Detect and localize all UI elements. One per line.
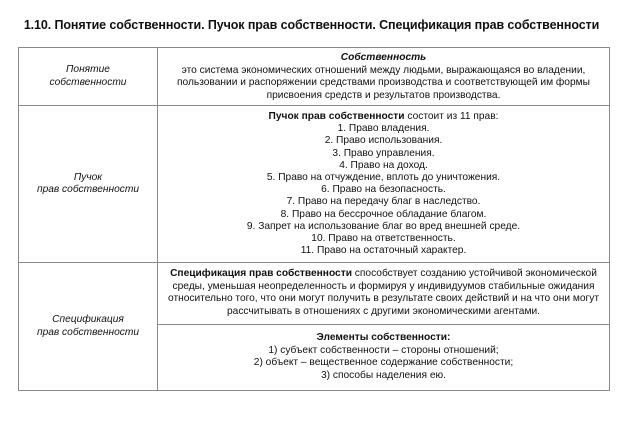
row-label-specification (19, 263, 158, 391)
table-row-concept (19, 48, 610, 106)
bundle-intro (158, 111, 609, 123)
specification-content (158, 263, 610, 325)
bundle-item: 3. Право управления. (332, 147, 435, 159)
bundle-item: 9. Запрет на использование благ во вред внешней среде. (246, 220, 521, 232)
specification-text-line: среды, уменьшая неопределенность и формируя у индивидуумов стабильные ожидания (172, 280, 595, 292)
specification-line-1-rest: способствует созданию устойчивой экономической (351, 268, 597, 280)
concept-text-line: присвоения средств и результатов производства. (266, 89, 501, 101)
elements-content (158, 325, 610, 391)
bundle-item: 5. Право на отчуждение, вплоть до уничтожения. (266, 172, 501, 184)
row-label-line: Спецификация (52, 314, 124, 326)
bundle-intro-rest: состоит из 11 прав: (404, 111, 499, 122)
specification-line-1 (158, 268, 609, 281)
elements-item: 1) субъект собственности – стороны отношений; (268, 344, 499, 356)
property-rights-table (18, 47, 610, 391)
bundle-item: 8. Право на бессрочное обладание благом. (280, 208, 487, 220)
specification-text-line: рассчитывать в отношениях с другими экономическими агентами. (227, 305, 540, 317)
row-label-line: Понятие (66, 64, 110, 75)
bundle-item: 4. Право на доход. (339, 159, 428, 171)
row-label-line: прав собственности (36, 326, 140, 338)
bundle-item: 11. Право на остаточный характер. (300, 245, 467, 257)
concept-text-line: пользовании и распоряжении средствами производства и соответствующей им формы (177, 77, 590, 88)
table-row-bundle (19, 106, 610, 263)
elements-item: 2) объект – вещественное содержание собственности; (253, 357, 514, 369)
specification-bold: Спецификация прав собственности (170, 268, 352, 280)
page-title: 1.10. Понятие собственности. Пучок прав собственности. Спецификация прав собственности (23, 18, 600, 32)
bundle-item: 1. Право владения. (337, 123, 430, 135)
row-label-concept (19, 48, 158, 106)
specification-text-line: относительно того, что они могут получить в результате своих действий и на что они могут (168, 293, 599, 305)
row-label-bundle (19, 106, 158, 263)
bundle-item: 10. Право на ответственность. (311, 233, 456, 245)
bundle-content (158, 106, 610, 263)
bundle-intro-bold: Пучок прав собственности (268, 111, 405, 122)
row-label-line: Пучок (73, 171, 103, 183)
row-label-line: собственности (49, 76, 127, 88)
elements-item: 3) способы наделения ею. (320, 369, 446, 381)
concept-text-line: это система экономических отношений между людьми, выражающаяся во владении, (181, 64, 586, 76)
concept-heading: Собственность (340, 52, 427, 63)
bundle-item: 2. Право использования. (324, 135, 443, 147)
elements-heading: Элементы собственности: (316, 332, 451, 344)
row-label-line: прав собственности (36, 184, 140, 196)
concept-content (158, 48, 610, 106)
bundle-item: 7. Право на передачу благ в наследство. (286, 196, 481, 208)
bundle-item: 6. Право на безопасность. (321, 184, 446, 196)
table-row-specification (19, 263, 610, 325)
